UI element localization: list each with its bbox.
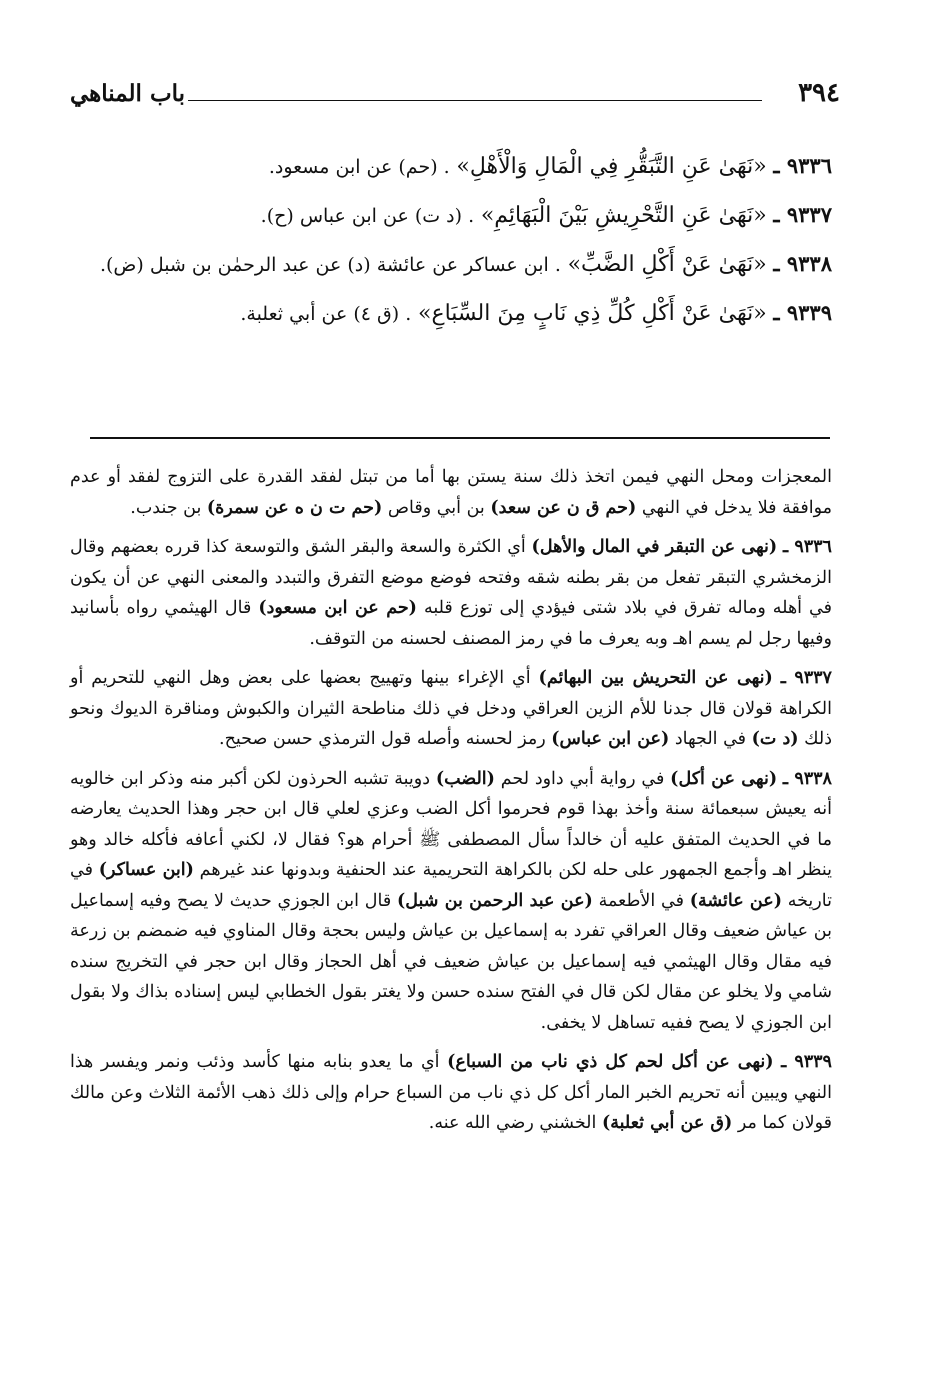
commentary-heading: (نهى عن التحريش بين البهائم): [538, 668, 773, 688]
commentary-text: في رواية أبي داود لحم: [500, 768, 665, 789]
commentary-source: (حم عن ابن مسعود): [258, 598, 417, 618]
hadith-source: . (حم) عن ابن مسعود.: [268, 156, 450, 178]
commentary-heading: (الضب): [435, 768, 495, 789]
hadith-number: ٩٣٣٧ ـ: [773, 202, 832, 227]
header-rule: [188, 100, 762, 101]
commentary-source: (حم ت ن ه عن سمرة): [206, 497, 383, 518]
hadith-list: [70, 142, 832, 338]
commentary-9339: [70, 1047, 832, 1139]
hadith-text: «نَهَىٰ عَنْ أَكْلِ الضَّبِّ»: [567, 252, 767, 277]
commentary-section: [70, 462, 832, 1148]
commentary-heading: (نهى عن التبقر في المال والأهل): [531, 537, 778, 557]
hadith-9336: [70, 142, 832, 191]
commentary-text: أي ما يعدو بنابه منها كأسد وذئب ونمر ويفسر هذا النهي ويبين أنه تحريم الخبر المار أكل كل ذي ناب من السباع حرام وإلى ذلك ذهب الأئمة الثلاث وعن مالك قولان كما مر: [70, 1052, 832, 1133]
commentary-9336: [70, 532, 832, 654]
hadith-9339: [70, 289, 832, 338]
hadith-9337: [70, 191, 832, 240]
hadith-source: . (د ت) عن ابن عباس (ح).: [260, 205, 475, 227]
commentary-text: قال ابن الجوزي حديث لا يصح وفيه إسماعيل بن عياش ضعيف وقال العراقي تفرد به إسماعيل بن عياش وليس بحجة وقال المناوي فيه ضمضم بن زرعة فيه مقال وقال الهيثمي فيه إسماعيل بن عياش ضعيف في أهل الحجاز وقال ابن حجر في التخريج سنده شامي ولا يخلو عن مقال لكن قال في الفتح سنده حسن ولا يغتر بقول الخطابي ليس إسناده بذاك ولا بقول ابن الجوزي لا يصح ففيه تساهل لا يخفى.: [70, 890, 832, 1033]
chapter-title: باب المناهي: [70, 80, 186, 107]
commentary-heading: (نهى عن أكل لحم كل ذي ناب من السباع): [447, 1052, 774, 1072]
commentary-text: رمز لحسنه وأصله قول الترمذي حسن صحيح.: [219, 729, 546, 749]
commentary-text: في الجهاد: [674, 729, 747, 749]
commentary-intro: [70, 462, 832, 523]
commentary-number: ٩٣٣٧ ـ: [780, 668, 832, 688]
commentary-source: (ابن عساكر): [98, 860, 194, 880]
commentary-source: (ق عن أبي ثعلبة): [601, 1113, 733, 1133]
commentary-text: في تاريخه: [70, 860, 832, 911]
commentary-source: (عن عبد الرحمن بن شبل): [396, 890, 593, 911]
commentary-number: ٩٣٣٦ ـ: [782, 537, 832, 557]
commentary-text: قال الهيثمي رواه بأسانيد وفيها رجل لم يسم اهـ وبه يعرف ما في رمز المصنف لحسنه من التوقف.: [70, 598, 832, 649]
commentary-source: (عن عائشة): [689, 890, 782, 911]
footnote-divider: [90, 437, 830, 439]
commentary-heading: (نهى عن أكل): [670, 768, 778, 789]
commentary-text: بن أبي وقاص: [387, 497, 485, 518]
hadith-text: «نَهَىٰ عَنِ التَّحْرِيشِ بَيْنَ الْبَهَائِمِ»: [480, 203, 767, 228]
hadith-text: «نَهَىٰ عَنِ التَّبَقُّرِ فِي الْمَالِ وَالْأَهْلِ»: [456, 154, 767, 179]
page-number: ٣٩٤: [798, 78, 840, 108]
hadith-source: . ابن عساكر عن عائشة (د) عن عبد الرحمٰن بن شبل (ض).: [99, 254, 561, 276]
commentary-source: (عن ابن عباس): [551, 729, 670, 749]
commentary-number: ٩٣٣٨ ـ: [782, 768, 832, 789]
commentary-text: دويبة تشبه الحرذون لكن أكبر منه وذكر ابن خالويه أنه يعيش سبعمائة سنة وأخذ بهذا قوم فحرموا أكل الضب وعزي لعلي قال ابن حجر وهذا الحديث يعارضه ما في الحديث المتفق عليه أن خالداً سأل المصطفى ﷺ أحرام هو؟ فقال لا، لكني أعافه فأكله خالد وهو ينظر اهـ وأجمع الجمهور على حله لكن بالكراهة التحريمية عند الحنفية وبدونها عند غيرهم: [70, 768, 832, 880]
commentary-number: ٩٣٣٩ ـ: [781, 1052, 832, 1072]
hadith-9338: [70, 240, 832, 289]
commentary-text: أي الكثرة والسعة والبقر الشق والتوسعة كذا قرره بعضهم وقال الزمخشري التبقر تفعل من بقر بطنه شقه وفتحه فوضع موضع التفرق والتبدد والمعنى النهي عن أن يكون في أهله وماله تفرق في بلاد شتى فيؤدي إلى توزع قلبه: [70, 537, 832, 618]
hadith-number: ٩٣٣٨ ـ: [773, 251, 832, 276]
commentary-9337: [70, 663, 832, 755]
hadith-text: «نَهَىٰ عَنْ أَكْلِ كُلِّ ذِي نَابٍ مِنَ السِّبَاعِ»: [417, 301, 767, 326]
commentary-source: (د ت): [751, 729, 799, 749]
commentary-source: (حم ق ن عن سعد): [490, 497, 637, 518]
hadith-number: ٩٣٣٩ ـ: [773, 300, 832, 325]
commentary-text: في الأطعمة: [598, 890, 684, 911]
commentary-text: بن جندب.: [130, 497, 202, 518]
hadith-source: . (ق ٤) عن أبي ثعلبة.: [240, 303, 412, 325]
commentary-text: أي الإغراء بينها وتهييج بعضها على بعض وهل النهي للتحريم أو الكراهة قولان قال جدنا للأم الزين العراقي ودخل في ذلك مناطحة الثيران والكبوش ومناقرة الديوك ونحو ذلك: [70, 668, 832, 749]
commentary-9338: [70, 764, 832, 1039]
commentary-text: المعجزات ومحل النهي فيمن اتخذ ذلك سنة يستن بها أما من تبتل لفقد القدرة على التزوج لفقد أو عدم موافقة فلا يدخل في النهي: [70, 467, 832, 518]
commentary-text: الخشني رضي الله عنه.: [428, 1113, 597, 1133]
page-header: [70, 78, 840, 118]
hadith-number: ٩٣٣٦ ـ: [773, 153, 832, 178]
